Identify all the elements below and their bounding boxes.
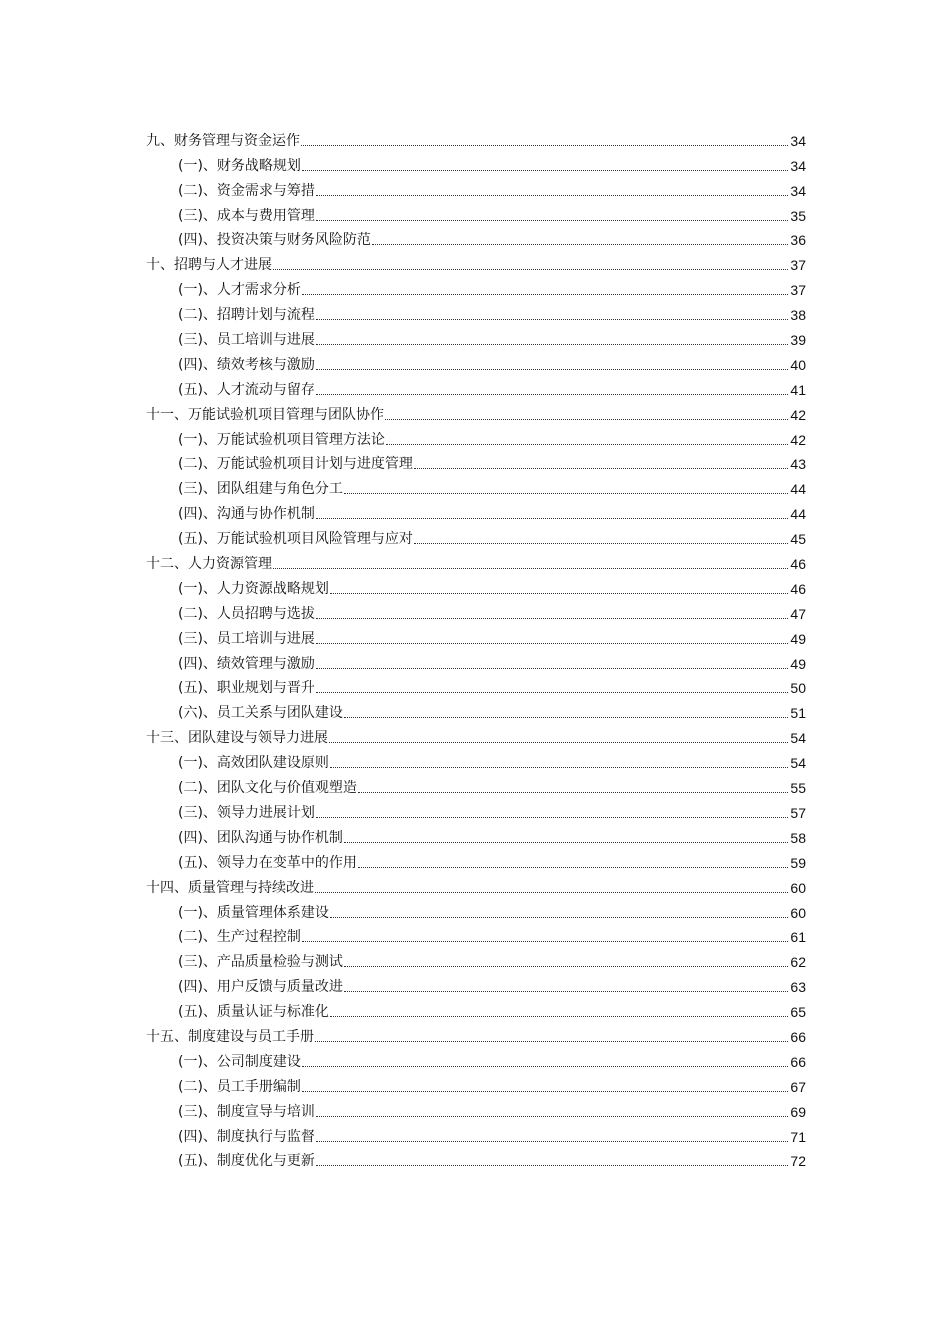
toc-entry-page-number: 50 bbox=[790, 680, 806, 697]
toc-section-entry[interactable] bbox=[146, 498, 806, 523]
toc-section-entry[interactable] bbox=[146, 1096, 806, 1121]
dot-leader bbox=[316, 1141, 788, 1142]
dot-leader bbox=[302, 294, 788, 295]
toc-section-entry[interactable] bbox=[146, 623, 806, 648]
toc-entry-page-number: 58 bbox=[790, 829, 806, 846]
toc-section-entry[interactable] bbox=[146, 897, 806, 922]
toc-entry-page-number: 46 bbox=[790, 580, 806, 597]
toc-section-entry[interactable] bbox=[146, 225, 806, 250]
toc-entry-page-number: 40 bbox=[790, 356, 806, 373]
dot-leader bbox=[316, 344, 788, 345]
toc-entry-label: (二)、招聘计划与流程 bbox=[178, 307, 315, 324]
toc-entry-page-number: 35 bbox=[790, 207, 806, 224]
toc-section-entry[interactable] bbox=[146, 598, 806, 623]
toc-entry-label: (四)、团队沟通与协作机制 bbox=[178, 829, 343, 846]
toc-entry-page-number: 65 bbox=[790, 1004, 806, 1021]
dot-leader bbox=[302, 170, 788, 171]
toc-section-entry[interactable] bbox=[146, 573, 806, 598]
toc-section-entry[interactable] bbox=[146, 648, 806, 673]
toc-entry-page-number: 62 bbox=[790, 954, 806, 971]
dot-leader bbox=[330, 593, 788, 594]
dot-leader bbox=[302, 941, 788, 942]
toc-section-entry[interactable] bbox=[146, 922, 806, 947]
toc-section-entry[interactable] bbox=[146, 324, 806, 349]
toc-entry-page-number: 37 bbox=[790, 282, 806, 299]
toc-chapter-entry[interactable] bbox=[146, 548, 806, 573]
toc-entry-label: (五)、职业规划与晋升 bbox=[178, 680, 315, 697]
toc-entry-page-number: 54 bbox=[790, 730, 806, 747]
toc-entry-label: (一)、公司制度建设 bbox=[178, 1053, 301, 1070]
toc-entry-page-number: 43 bbox=[790, 456, 806, 473]
toc-entry-page-number: 42 bbox=[790, 431, 806, 448]
toc-section-entry[interactable] bbox=[146, 747, 806, 772]
dot-leader bbox=[344, 966, 788, 967]
dot-leader bbox=[385, 419, 788, 420]
toc-entry-label: (六)、员工关系与团队建设 bbox=[178, 705, 343, 722]
toc-entry-label: (二)、人员招聘与选拔 bbox=[178, 605, 315, 622]
toc-entry-page-number: 36 bbox=[790, 232, 806, 249]
toc-entry-page-number: 34 bbox=[790, 182, 806, 199]
toc-entry-label: (一)、高效团队建设原则 bbox=[178, 755, 329, 772]
dot-leader bbox=[358, 867, 788, 868]
toc-section-entry[interactable] bbox=[146, 1046, 806, 1071]
toc-entry-label: (二)、生产过程控制 bbox=[178, 929, 301, 946]
toc-entry-label: (二)、员工手册编制 bbox=[178, 1078, 301, 1095]
toc-section-entry[interactable] bbox=[146, 797, 806, 822]
toc-section-entry[interactable] bbox=[146, 150, 806, 175]
toc-section-entry[interactable] bbox=[146, 847, 806, 872]
toc-entry-page-number: 34 bbox=[790, 157, 806, 174]
toc-entry-label: (四)、用户反馈与质量改进 bbox=[178, 979, 343, 996]
toc-entry-label: (四)、投资决策与财务风险防范 bbox=[178, 232, 371, 249]
toc-entry-label: 十四、质量管理与持续改进 bbox=[146, 879, 314, 896]
table-of-contents bbox=[146, 125, 806, 1170]
toc-entry-label: (二)、团队文化与价值观塑造 bbox=[178, 780, 357, 797]
toc-entry-label: (一)、质量管理体系建设 bbox=[178, 904, 329, 921]
toc-entry-page-number: 37 bbox=[790, 257, 806, 274]
toc-entry-label: (三)、制度宣导与培训 bbox=[178, 1103, 315, 1120]
toc-entry-label: 十、招聘与人才进展 bbox=[146, 257, 272, 274]
dot-leader bbox=[344, 493, 788, 494]
toc-entry-label: (三)、员工培训与进展 bbox=[178, 332, 315, 349]
toc-entry-page-number: 44 bbox=[790, 506, 806, 523]
toc-entry-label: (一)、人才需求分析 bbox=[178, 282, 301, 299]
toc-entry-label: 十三、团队建设与领导力进展 bbox=[146, 730, 328, 747]
toc-entry-page-number: 66 bbox=[790, 1028, 806, 1045]
toc-section-entry[interactable] bbox=[146, 822, 806, 847]
dot-leader bbox=[358, 792, 788, 793]
toc-chapter-entry[interactable] bbox=[146, 249, 806, 274]
toc-entry-page-number: 66 bbox=[790, 1053, 806, 1070]
toc-entry-page-number: 72 bbox=[790, 1153, 806, 1170]
toc-entry-label: (四)、制度执行与监督 bbox=[178, 1128, 315, 1145]
toc-entry-page-number: 44 bbox=[790, 481, 806, 498]
toc-entry-label: 十二、人力资源管理 bbox=[146, 556, 272, 573]
toc-section-entry[interactable] bbox=[146, 946, 806, 971]
dot-leader bbox=[414, 543, 788, 544]
toc-entry-label: (三)、产品质量检验与测试 bbox=[178, 954, 343, 971]
toc-section-entry[interactable] bbox=[146, 274, 806, 299]
toc-entry-label: (四)、沟通与协作机制 bbox=[178, 506, 315, 523]
dot-leader bbox=[316, 817, 788, 818]
dot-leader bbox=[316, 618, 788, 619]
toc-section-entry[interactable] bbox=[146, 1071, 806, 1096]
dot-leader bbox=[273, 568, 788, 569]
toc-section-entry[interactable] bbox=[146, 673, 806, 698]
toc-entry-label: (四)、绩效考核与激励 bbox=[178, 356, 315, 373]
toc-entry-page-number: 57 bbox=[790, 804, 806, 821]
toc-entry-page-number: 61 bbox=[790, 929, 806, 946]
toc-entry-label: 九、财务管理与资金运作 bbox=[146, 132, 300, 149]
toc-entry-page-number: 38 bbox=[790, 307, 806, 324]
toc-section-entry[interactable] bbox=[146, 971, 806, 996]
dot-leader bbox=[330, 1016, 788, 1017]
toc-entry-label: (一)、人力资源战略规划 bbox=[178, 580, 329, 597]
toc-entry-page-number: 71 bbox=[790, 1128, 806, 1145]
toc-entry-page-number: 69 bbox=[790, 1103, 806, 1120]
toc-entry-label: (一)、万能试验机项目管理方法论 bbox=[178, 431, 385, 448]
toc-entry-page-number: 42 bbox=[790, 406, 806, 423]
toc-section-entry[interactable] bbox=[146, 299, 806, 324]
dot-leader bbox=[330, 767, 788, 768]
dot-leader bbox=[372, 244, 788, 245]
toc-entry-page-number: 45 bbox=[790, 531, 806, 548]
dot-leader bbox=[273, 269, 788, 270]
toc-entry-label: (二)、万能试验机项目计划与进度管理 bbox=[178, 456, 413, 473]
toc-entry-label: (五)、领导力在变革中的作用 bbox=[178, 854, 357, 871]
toc-entry-label: (五)、制度优化与更新 bbox=[178, 1153, 315, 1170]
dot-leader bbox=[414, 468, 788, 469]
toc-section-entry[interactable] bbox=[146, 424, 806, 449]
toc-section-entry[interactable] bbox=[146, 175, 806, 200]
dot-leader bbox=[302, 1091, 788, 1092]
dot-leader bbox=[316, 643, 788, 644]
toc-entry-page-number: 60 bbox=[790, 879, 806, 896]
toc-entry-page-number: 54 bbox=[790, 755, 806, 772]
toc-section-entry[interactable] bbox=[146, 996, 806, 1021]
dot-leader bbox=[316, 319, 788, 320]
dot-leader bbox=[316, 1165, 788, 1166]
dot-leader bbox=[316, 195, 788, 196]
dot-leader bbox=[344, 842, 788, 843]
toc-entry-page-number: 49 bbox=[790, 630, 806, 647]
dot-leader bbox=[316, 220, 788, 221]
dot-leader bbox=[344, 717, 788, 718]
toc-entry-label: (三)、领导力进展计划 bbox=[178, 804, 315, 821]
toc-section-entry[interactable] bbox=[146, 374, 806, 399]
dot-leader bbox=[315, 892, 788, 893]
toc-section-entry[interactable] bbox=[146, 697, 806, 722]
toc-chapter-entry[interactable] bbox=[146, 722, 806, 747]
dot-leader bbox=[316, 369, 788, 370]
toc-entry-page-number: 60 bbox=[790, 904, 806, 921]
toc-entry-label: (一)、财务战略规划 bbox=[178, 157, 301, 174]
toc-entry-page-number: 39 bbox=[790, 332, 806, 349]
toc-entry-label: (二)、资金需求与筹措 bbox=[178, 182, 315, 199]
toc-section-entry[interactable] bbox=[146, 523, 806, 548]
toc-section-entry[interactable] bbox=[146, 772, 806, 797]
toc-entry-page-number: 46 bbox=[790, 556, 806, 573]
dot-leader bbox=[316, 668, 788, 669]
dot-leader bbox=[301, 145, 788, 146]
toc-entry-page-number: 63 bbox=[790, 979, 806, 996]
toc-section-entry[interactable] bbox=[146, 449, 806, 474]
toc-entry-page-number: 49 bbox=[790, 655, 806, 672]
toc-entry-label: (三)、员工培训与进展 bbox=[178, 630, 315, 647]
toc-entry-label: (四)、绩效管理与激励 bbox=[178, 655, 315, 672]
dot-leader bbox=[316, 518, 788, 519]
dot-leader bbox=[302, 1066, 788, 1067]
dot-leader bbox=[329, 742, 788, 743]
dot-leader bbox=[316, 394, 788, 395]
toc-entry-page-number: 59 bbox=[790, 854, 806, 871]
toc-entry-label: (五)、质量认证与标准化 bbox=[178, 1004, 329, 1021]
dot-leader bbox=[316, 692, 788, 693]
toc-entry-label: (五)、万能试验机项目风险管理与应对 bbox=[178, 531, 413, 548]
toc-section-entry[interactable] bbox=[146, 349, 806, 374]
toc-entry-label: (五)、人才流动与留存 bbox=[178, 381, 315, 398]
toc-entry-label: 十一、万能试验机项目管理与团队协作 bbox=[146, 406, 384, 423]
toc-entry-page-number: 41 bbox=[790, 381, 806, 398]
dot-leader bbox=[344, 991, 788, 992]
toc-entry-page-number: 55 bbox=[790, 780, 806, 797]
toc-entry-page-number: 47 bbox=[790, 605, 806, 622]
toc-section-entry[interactable] bbox=[146, 1121, 806, 1146]
dot-leader bbox=[316, 1116, 788, 1117]
toc-chapter-entry[interactable] bbox=[146, 125, 806, 150]
toc-entry-label: (三)、成本与费用管理 bbox=[178, 207, 315, 224]
dot-leader bbox=[315, 1041, 788, 1042]
toc-entry-label: 十五、制度建设与员工手册 bbox=[146, 1028, 314, 1045]
toc-entry-page-number: 51 bbox=[790, 705, 806, 722]
toc-entry-page-number: 34 bbox=[790, 132, 806, 149]
dot-leader bbox=[386, 444, 788, 445]
toc-entry-label: (三)、团队组建与角色分工 bbox=[178, 481, 343, 498]
toc-chapter-entry[interactable] bbox=[146, 399, 806, 424]
toc-section-entry[interactable] bbox=[146, 473, 806, 498]
toc-section-entry[interactable] bbox=[146, 1146, 806, 1171]
toc-entry-page-number: 67 bbox=[790, 1078, 806, 1095]
toc-chapter-entry[interactable] bbox=[146, 1021, 806, 1046]
toc-chapter-entry[interactable] bbox=[146, 872, 806, 897]
toc-section-entry[interactable] bbox=[146, 200, 806, 225]
dot-leader bbox=[330, 917, 788, 918]
